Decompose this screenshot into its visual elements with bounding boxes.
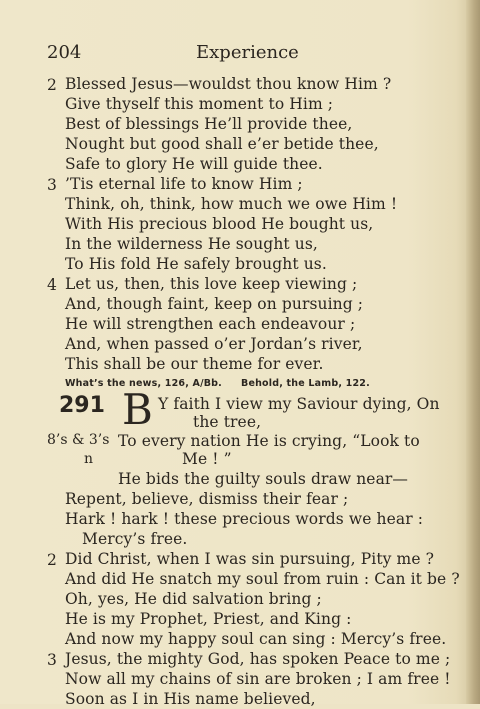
verse-line: He will strengthen each endeavour ; [65, 315, 356, 333]
hymn-number: 291 [59, 393, 105, 418]
verse-line: Blessed Jesus—wouldst thou know Him ? [65, 75, 392, 93]
hymn-line: Mercy’s free. [82, 530, 188, 548]
verse-number: 3 [47, 651, 57, 669]
verse-line: Did Christ, when I was sin pursuing, Pity me ? [65, 550, 435, 568]
verse-line: And did He snatch my soul from ruin : Can it be ? [65, 570, 460, 588]
drop-cap: B [122, 385, 153, 434]
hymn-meter: 8’s & 3’s [47, 432, 110, 448]
verse-line: ’Tis eternal life to know Him ; [65, 175, 303, 193]
hymn-line: Me ! ” [182, 450, 232, 468]
verse-line: Nought but good shall e’er betide thee, [65, 135, 379, 153]
hymn-line: the tree, [193, 413, 262, 431]
verse-line: Oh, yes, He did salvation bring ; [65, 590, 322, 608]
verse-line: Think, oh, think, how much we owe Him ! [65, 195, 398, 213]
hymn-first-line: Y faith I view my Saviour dying, On [158, 395, 440, 413]
verse-line: With His precious blood He bought us, [65, 215, 374, 233]
verse-line: Soon as I in His name believed, [65, 690, 316, 708]
verse-line: He is my Prophet, Priest, and King : [65, 610, 352, 628]
verse-line: And, though faint, keep on pursuing ; [65, 295, 364, 313]
verse-line: Now all my chains of sin are broken ; I am free ! [65, 670, 451, 688]
verse-line: Safe to glory He will guide thee. [65, 155, 323, 173]
tune-reference: What’s the news, 126, A/Bb. [65, 378, 222, 389]
verse-number: 4 [47, 276, 57, 294]
verse-line: In the wilderness He sought us, [65, 235, 318, 253]
verse-line: To His fold He safely brought us. [65, 255, 327, 273]
verse-line: Jesus, the mighty God, has spoken Peace to me ; [65, 650, 451, 668]
verse-number: 2 [47, 551, 57, 569]
verse-line: Give thyself this moment to Him ; [65, 95, 334, 113]
page-edge [466, 0, 480, 704]
hymn-meter-mark: n [84, 451, 94, 467]
hymn-line: Hark ! hark ! these precious words we hear : [65, 510, 424, 528]
hymn-line: Repent, believe, dismiss their fear ; [65, 490, 349, 508]
hymn-line: To every nation He is crying, “Look to [118, 432, 420, 450]
tune-reference: Behold, the Lamb, 122. [241, 378, 370, 389]
page-title: Experience [196, 42, 299, 63]
verse-number: 3 [47, 176, 57, 194]
verse-line: Best of blessings He’ll provide thee, [65, 115, 353, 133]
verse-line: And now my happy soul can sing : Mercy’s free. [65, 630, 447, 648]
hymn-line: He bids the guilty souls draw near— [118, 470, 409, 488]
verse-line: This shall be our theme for ever. [65, 355, 324, 373]
page-number: 204 [47, 42, 82, 63]
verse-number: 2 [47, 76, 57, 94]
verse-line: And, when passed o’er Jordan’s river, [65, 335, 363, 353]
verse-line: Let us, then, this love keep viewing ; [65, 275, 358, 293]
